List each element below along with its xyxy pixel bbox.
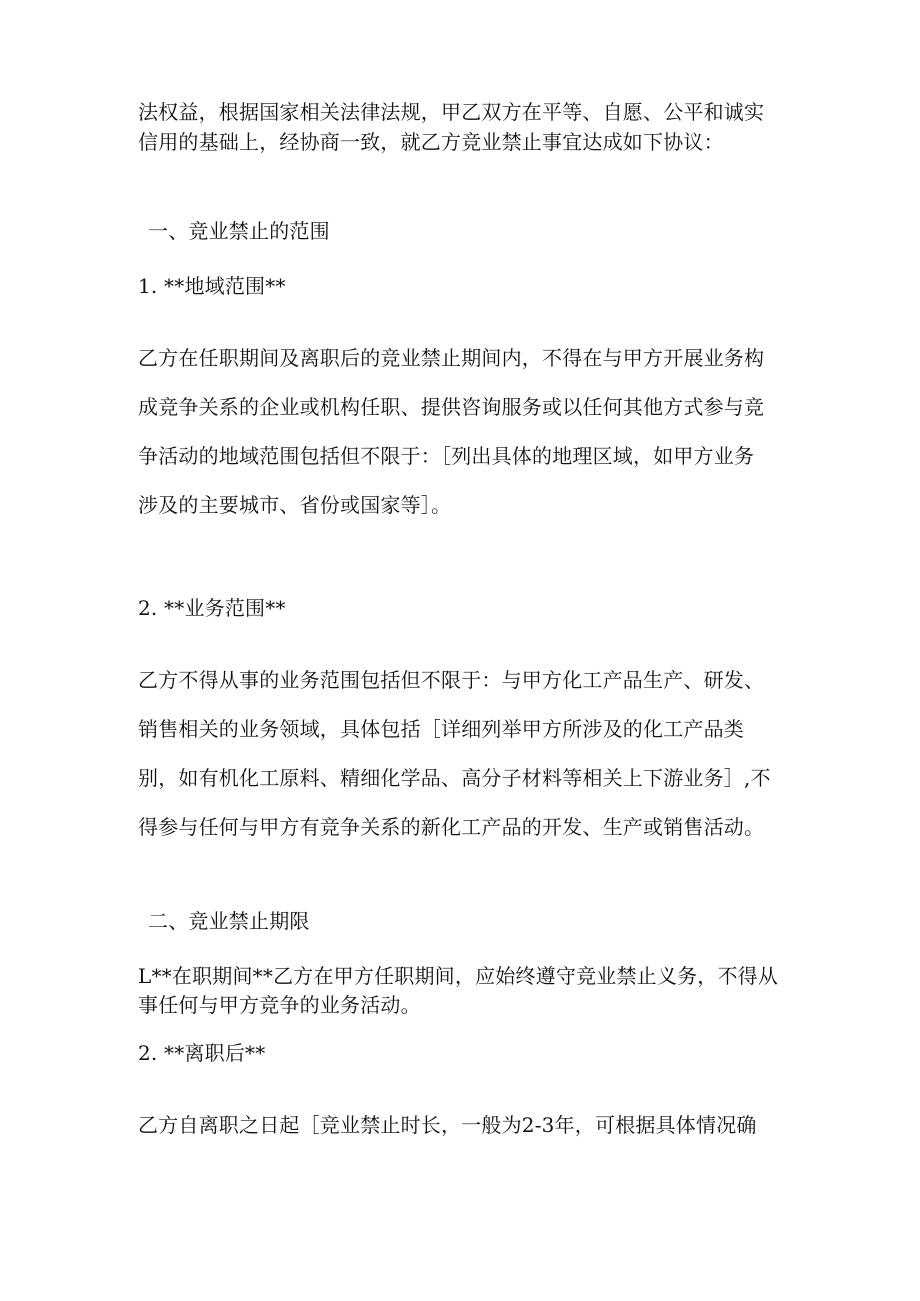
section-1-heading: 一、竞业禁止的范围 (148, 219, 330, 243)
section-2-item-1-line-2: 事任何与甲方竞争的业务活动。 (138, 993, 421, 1017)
section-1-item-2-line-2: 销售相关的业务领域，具体包括［详细列举甲方所涉及的化工产品类 (138, 717, 744, 741)
section-1-item-2-title: 2. **业务范围** (138, 596, 286, 620)
section-1-item-1-line-1: 乙方在任职期间及离职后的竞业禁止期间内，不得在与甲方开展业务构 (138, 346, 765, 370)
section-2-item-1-line-1: L**在职期间**乙方在甲方任职期间，应始终遵守竞业禁止义务，不得从 (138, 964, 779, 988)
section-1-item-1-line-3: 争活动的地域范围包括但不限于：［列出具体的地理区域，如甲方业务 (138, 444, 755, 468)
section-1-item-2-line-4: 得参与任何与甲方有竞争关系的新化工产品的开发、生产或销售活动。 (138, 815, 765, 839)
section-2-item-2-title: 2. **离职后** (138, 1041, 266, 1065)
intro-line-1: 法权益，根据国家相关法律法规，甲乙双方在平等、自愿、公平和诚实 (138, 100, 765, 124)
intro-line-2: 信用的基础上，经协商一致，就乙方竞业禁止事宜达成如下协议： (138, 130, 724, 154)
section-2-heading: 二、竞业禁止期限 (148, 909, 310, 933)
section-1-item-2-line-1: 乙方不得从事的业务范围包括但不限于：与甲方化工产品生产、研发、 (138, 668, 765, 692)
section-1-item-1-line-2: 成竞争关系的企业或机构任职、提供咨询服务或以任何其他方式参与竞 (138, 395, 765, 419)
section-1-item-1-line-4: 涉及的主要城市、省份或国家等］。 (138, 493, 452, 517)
section-2-item-2-line-1: 乙方自离职之日起［竞业禁止时长，一般为2-3年，可根据具体情况确 (138, 1113, 757, 1137)
section-1-item-1-title: 1. **地域范围** (138, 274, 286, 298)
section-1-item-2-line-3: 别，如有机化工原料、精细化学品、高分子材料等相关上下游业务］,不 (138, 766, 771, 790)
